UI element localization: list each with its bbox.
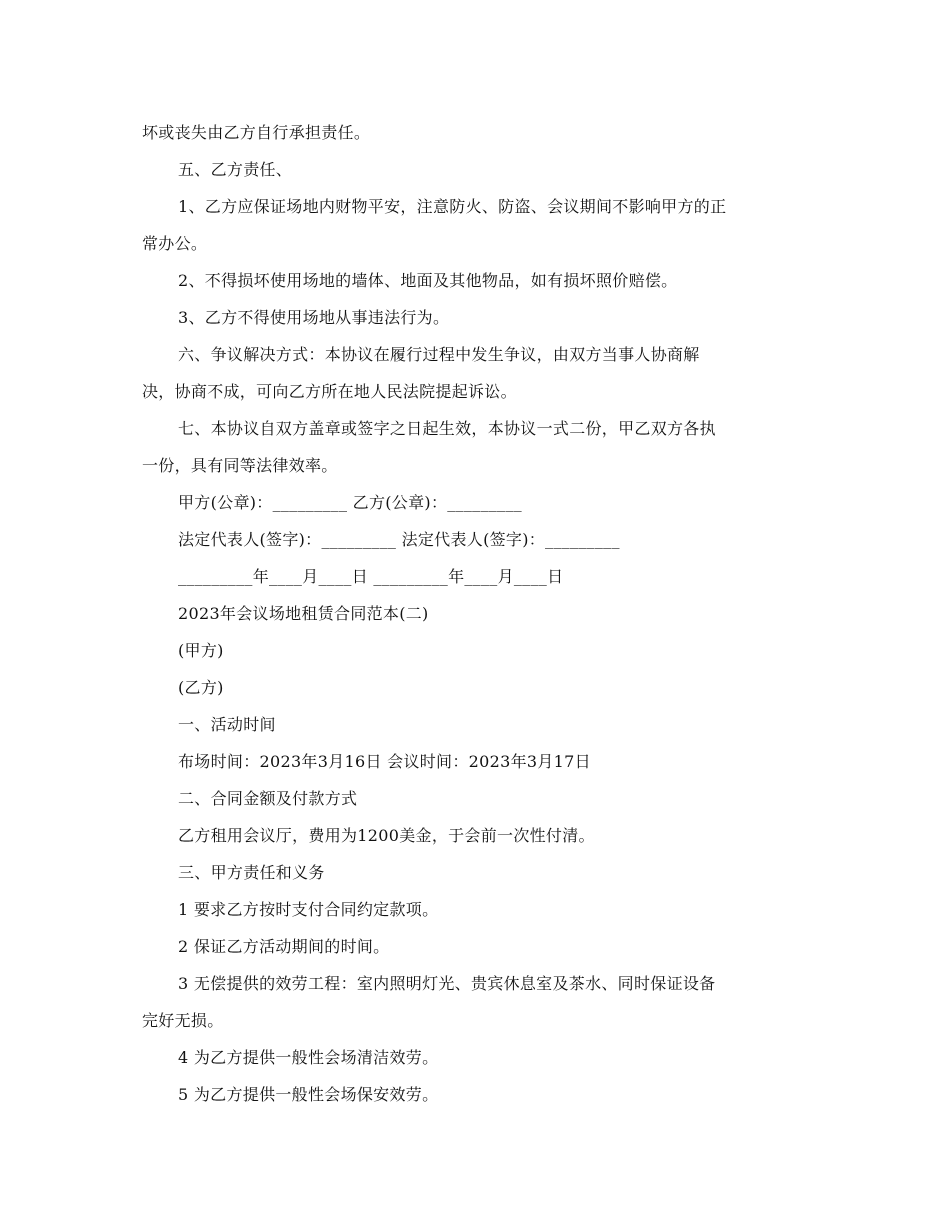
text-line: 常办公。: [142, 234, 208, 253]
text-line: 5 为乙方提供一般性会场保安效劳。: [178, 1085, 439, 1104]
document-body: [142, 114, 808, 1113]
signature-line-date: _________年____月____日 _________年____月____日: [178, 567, 564, 586]
party-b-label: (乙方): [178, 678, 224, 697]
text-line: 2、不得损坏使用场地的墙体、地面及其他物品，如有损坏照价赔偿。: [178, 271, 678, 290]
signature-line-seal: 甲方(公章)：_________ 乙方(公章)：_________: [178, 493, 522, 512]
clause-heading: 三、甲方责任和义务: [178, 863, 325, 882]
text-line: 布场时间：2023年3月16日 会议时间：2023年3月17日: [178, 752, 591, 771]
text-line: 1、乙方应保证场地内财物平安，注意防火、防盗、会议期间不影响甲方的正: [178, 197, 727, 216]
text-line: 完好无损。: [142, 1011, 224, 1030]
text-line: 五、乙方责任、: [178, 160, 293, 179]
party-a-label: (甲方): [178, 641, 224, 660]
text-line: 2 保证乙方活动期间的时间。: [178, 937, 390, 956]
signature-line-representative: 法定代表人(签字)：_________ 法定代表人(签字)：_________: [178, 530, 620, 549]
text-line: 一份，具有同等法律效率。: [142, 456, 338, 475]
text-line: 4 为乙方提供一般性会场清洁效劳。: [178, 1048, 439, 1067]
text-line: 1 要求乙方按时支付合同约定款项。: [178, 900, 439, 919]
clause-heading: 二、合同金额及付款方式: [178, 789, 358, 808]
text-line: 七、本协议自双方盖章或签字之日起生效，本协议一式二份，甲乙双方各执: [178, 419, 716, 438]
text-line: 决，协商不成，可向乙方所在地人民法院提起诉讼。: [142, 382, 517, 401]
text-line: 3 无偿提供的效劳工程：室内照明灯光、贵宾休息室及茶水、同时保证设备: [178, 974, 716, 993]
text-line: 坏或丧失由乙方自行承担责任。: [142, 123, 371, 142]
text-line: 乙方租用会议厅，费用为1200美金，于会前一次性付清。: [178, 826, 595, 845]
section-title: 2023年会议场地租赁合同范本(二): [178, 604, 429, 623]
text-line: 六、争议解决方式：本协议在履行过程中发生争议，由双方当事人协商解: [178, 345, 700, 364]
clause-heading: 一、活动时间: [178, 715, 276, 734]
text-line: 3、乙方不得使用场地从事违法行为。: [178, 308, 450, 327]
